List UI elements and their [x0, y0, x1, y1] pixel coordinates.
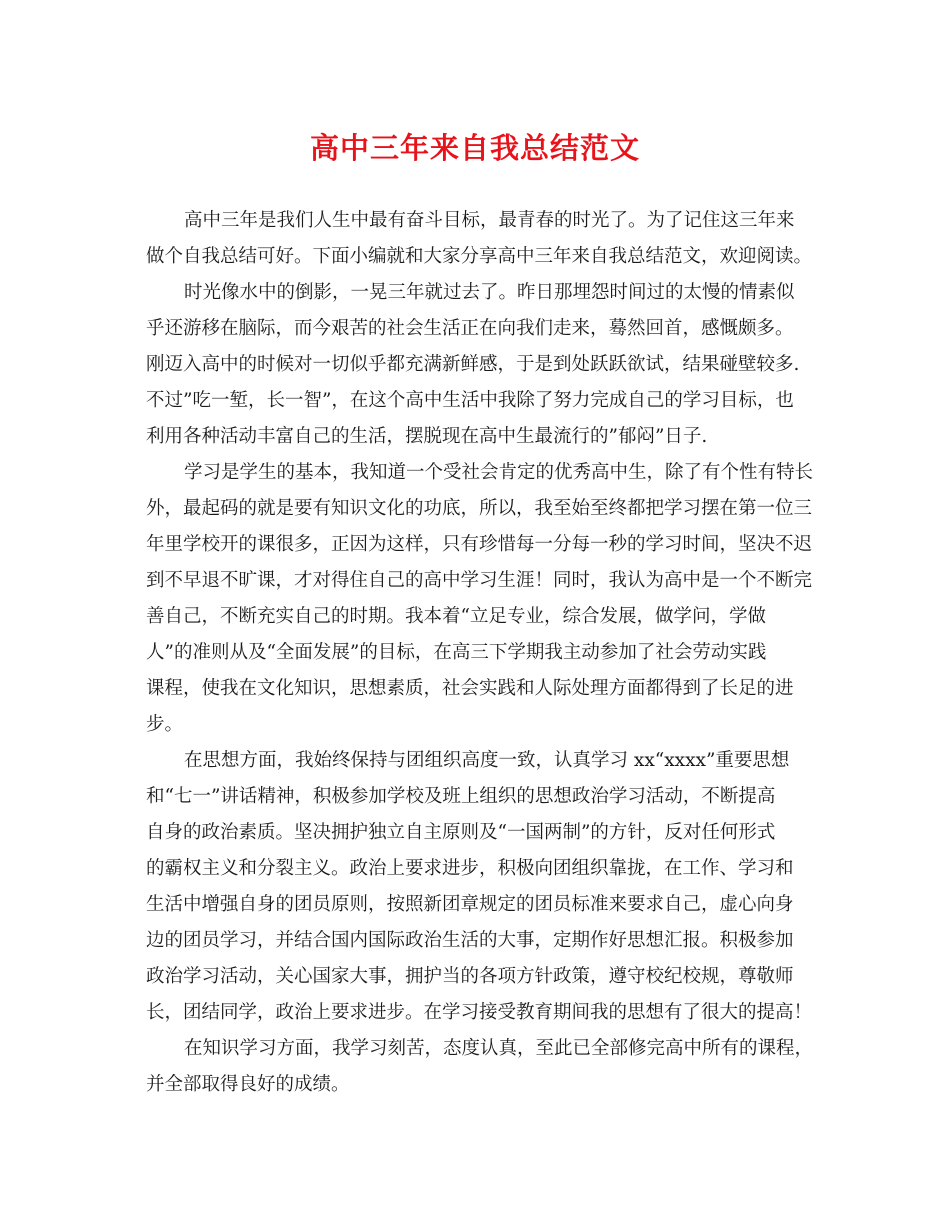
body-line: 并全部取得良好的成绩。	[146, 1074, 350, 1095]
body-line: 乎还游移在脑际，而今艰苦的社会生活正在向我们走来，蓦然回首，感慨颇多。	[146, 318, 794, 339]
body-line: 外，最起码的就是要有知识文化的功底，所以，我至始至终都把学习摆在第一位三	[146, 498, 813, 519]
body-line: 边的团员学习，并结合国内国际政治生活的大事，定期作好思想汇报。积极参加	[146, 930, 794, 951]
body-line: 自身的政治素质。坚决拥护独立自主原则及“一国两制”的方针，反对任何形式	[146, 822, 776, 843]
body-line: 的霸权主义和分裂主义。政治上要求进步，积极向团组织靠拢，在工作、学习和	[146, 858, 794, 879]
body-line: 生活中增强自身的团员原则，按照新团章规定的团员标准来要求自己，虚心向身	[146, 894, 794, 915]
body-line: 课程，使我在文化知识，思想素质，社会实践和人际处理方面都得到了长足的进	[146, 678, 794, 699]
body-line: 在知识学习方面，我学习刻苦，态度认真，至此已全部修完高中所有的课程，	[184, 1038, 814, 1059]
body-line: 善自己，不断充实自己的时期。我本着“立足专业，综合发展，做学问，学做	[146, 606, 766, 627]
body-line: 步。	[146, 714, 184, 735]
body-line: 不过”吃一堑，长一智”，在这个高中生活中我除了努力完成自己的学习目标，也	[146, 390, 794, 411]
body-line: 利用各种活动丰富自己的生活，摆脱现在高中生最流行的”郁闷”日子.	[146, 426, 708, 447]
body-line: 学习是学生的基本，我知道一个受社会肯定的优秀高中生，除了有个性有特长	[184, 462, 814, 483]
body-line: 做个自我总结可好。下面小编就和大家分享高中三年来自我总结范文，欢迎阅读。	[146, 246, 813, 267]
body-line: 刚迈入高中的时候对一切似乎都充满新鲜感，于是到处跃跃欲试，结果碰壁较多.	[146, 354, 800, 375]
body-line: 到不早退不旷课，才对得住自己的高中学习生涯！同时，我认为高中是一个不断完	[146, 570, 813, 591]
body-line: 政治学习活动，关心国家大事，拥护当的各项方针政策，遵守校纪校规，尊敬师	[146, 966, 794, 987]
body-line: 高中三年是我们人生中最有奋斗目标，最青春的时光了。为了记住这三年来	[184, 210, 795, 231]
body-line: 在思想方面，我始终保持与团组织高度一致，认真学习 xx“xxxx”重要思想	[184, 750, 790, 771]
document-title: 高中三年来自我总结范文	[309, 131, 640, 165]
body-line: 和“七一”讲话精神，积极参加学校及班上组织的思想政治学习活动，不断提高	[146, 786, 776, 807]
body-line: 年里学校开的课很多，正因为这样，只有珍惜每一分每一秒的学习时间，坚决不迟	[146, 534, 813, 555]
body-line: 长，团结同学，政治上要求进步。在学习接受教育期间我的思想有了很大的提高！	[146, 1002, 813, 1023]
body-line: 人”的准则从及“全面发展”的目标，在高三下学期我主动参加了社会劳动实践	[146, 642, 767, 663]
body-line: 时光像水中的倒影，一晃三年就过去了。昨日那埋怨时间过的太慢的情素似	[184, 282, 795, 303]
